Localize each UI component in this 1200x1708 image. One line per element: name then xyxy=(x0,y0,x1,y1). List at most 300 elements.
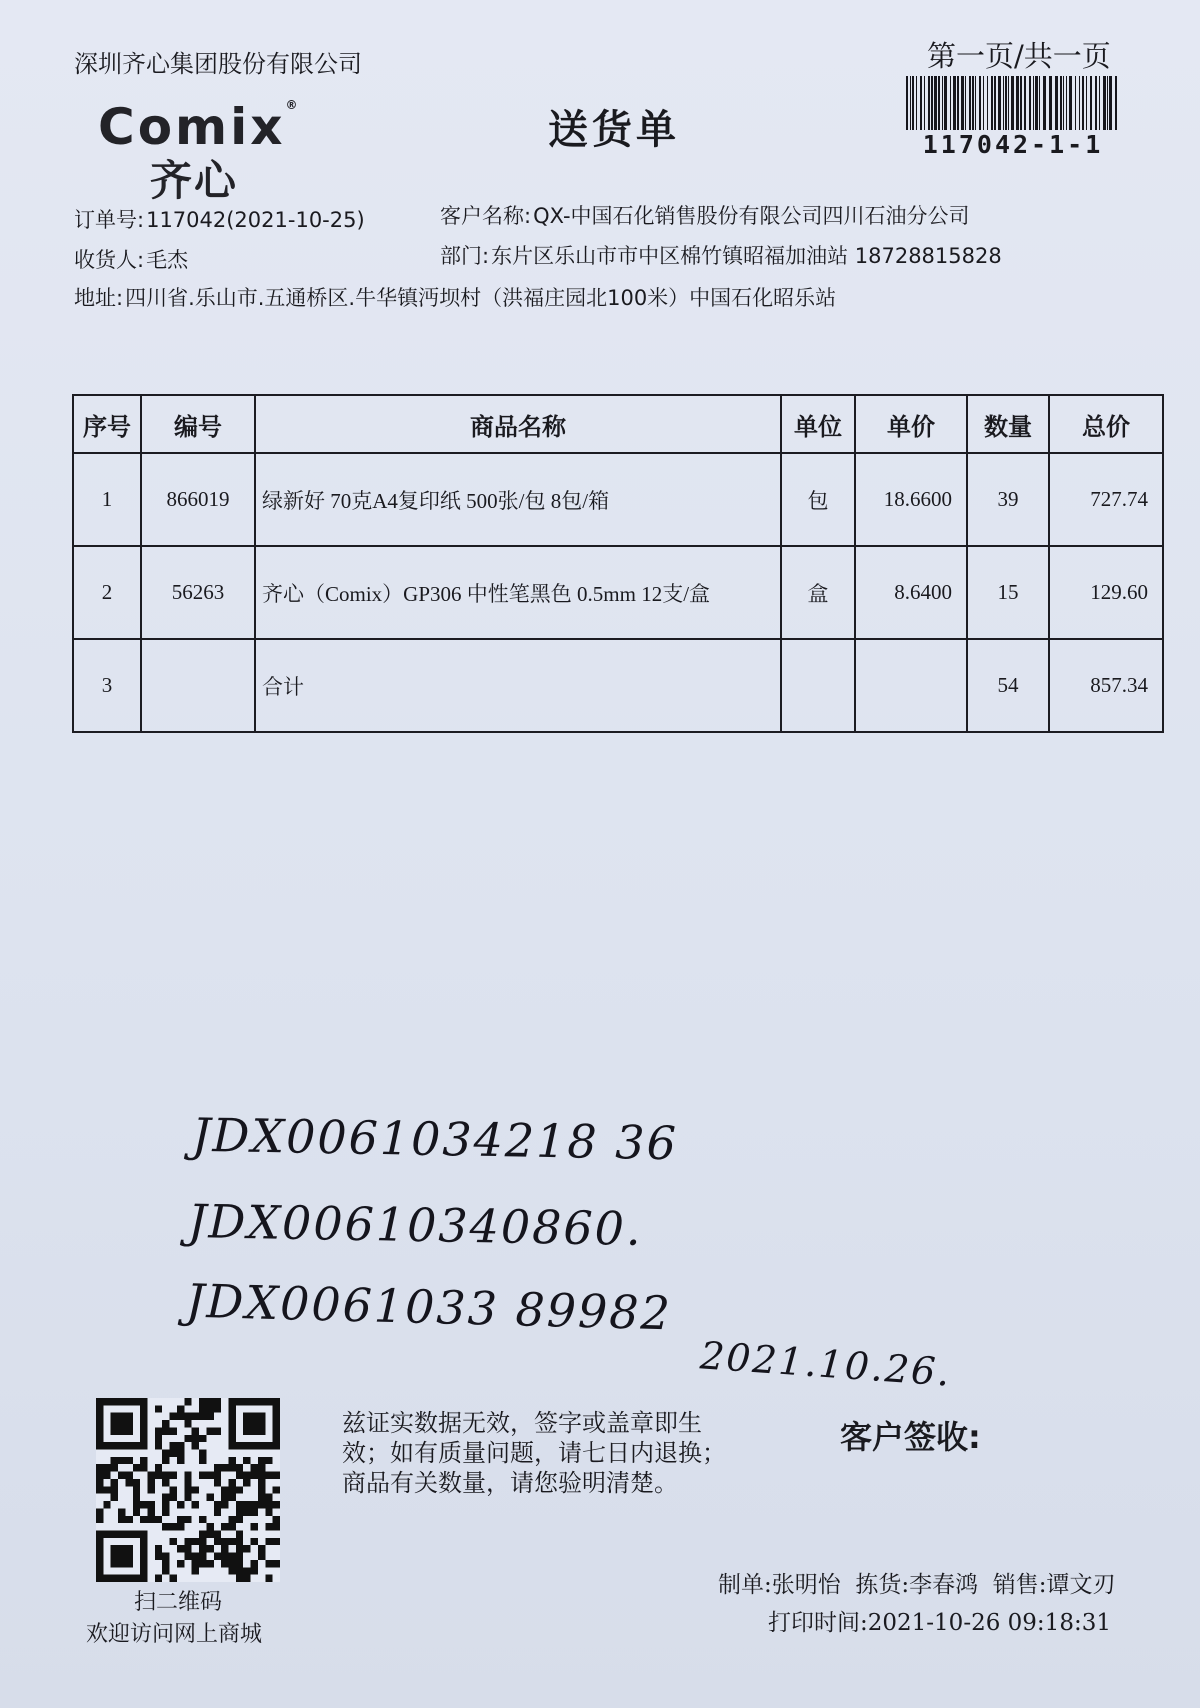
qr-module xyxy=(140,1457,147,1464)
barcode-bar xyxy=(1095,76,1097,130)
qr-module xyxy=(148,1516,155,1523)
cell-unit xyxy=(781,639,855,732)
table-row-total xyxy=(73,639,1163,732)
qr-module xyxy=(265,1575,272,1582)
qr-module xyxy=(206,1427,213,1434)
receiver-label: 收货人: xyxy=(74,248,145,272)
cell-unit: 盒 xyxy=(781,546,855,639)
document-title: 送货单 xyxy=(548,106,680,153)
qr-module xyxy=(221,1545,228,1552)
qr-module xyxy=(199,1560,206,1567)
qr-module xyxy=(273,1538,280,1545)
qr-module xyxy=(184,1479,191,1486)
barcode-bar xyxy=(1005,76,1007,130)
qr-module xyxy=(199,1545,206,1552)
qr-module xyxy=(125,1472,132,1479)
qr-module xyxy=(236,1530,243,1537)
qr-module xyxy=(206,1545,213,1552)
address-label: 地址: xyxy=(74,286,124,310)
barcode-bar xyxy=(950,76,951,130)
order-number xyxy=(74,204,365,234)
qr-module xyxy=(184,1545,191,1552)
qr-module xyxy=(148,1508,155,1515)
qr-caption-scan: 扫二维码 xyxy=(134,1590,223,1615)
qr-module xyxy=(251,1501,258,1508)
barcode-bar xyxy=(1099,76,1100,130)
qr-module xyxy=(265,1560,272,1567)
qr-module xyxy=(118,1508,125,1515)
qr-module xyxy=(221,1486,228,1493)
barcode-bar xyxy=(1086,76,1087,130)
barcode-bar xyxy=(1033,76,1034,130)
barcode-bar xyxy=(1003,76,1004,130)
barcode-bar xyxy=(1011,76,1014,130)
cell-qty: 15 xyxy=(967,546,1049,639)
logo-text-en: Comix xyxy=(98,98,286,156)
cell-no: 2 xyxy=(73,546,141,639)
barcode-bar xyxy=(965,76,966,130)
column-header-no: 序号 xyxy=(73,395,141,453)
customer-name-label: 客户名称: xyxy=(440,204,532,228)
qr-module xyxy=(96,1472,103,1479)
qr-module xyxy=(221,1464,228,1471)
receiver-value: 毛杰 xyxy=(146,248,189,272)
qr-module xyxy=(214,1464,221,1471)
customer-name xyxy=(440,200,970,230)
barcode-bar xyxy=(1079,76,1080,130)
column-header-price: 单价 xyxy=(855,395,967,453)
cell-code xyxy=(141,639,255,732)
barcode-bar xyxy=(920,76,922,130)
qr-module xyxy=(96,1508,103,1515)
qr-module xyxy=(184,1553,191,1560)
page-indicator: 第一页/共一页 xyxy=(927,39,1111,73)
qr-module xyxy=(228,1479,235,1486)
cell-qty: 39 xyxy=(967,453,1049,546)
qr-module xyxy=(273,1523,280,1530)
qr-module xyxy=(177,1560,184,1567)
qr-module xyxy=(199,1435,206,1442)
qr-module xyxy=(221,1560,228,1567)
qr-module xyxy=(111,1413,133,1435)
qr-module xyxy=(155,1427,162,1434)
qr-module xyxy=(236,1560,243,1567)
barcode-bar xyxy=(942,76,943,130)
qr-module xyxy=(258,1494,265,1501)
logo-text-cn: 齐心 xyxy=(150,156,239,205)
qr-module xyxy=(96,1516,103,1523)
qr-module xyxy=(228,1486,235,1493)
qr-module xyxy=(221,1501,228,1508)
barcode-bar xyxy=(991,76,993,130)
qr-module xyxy=(206,1530,213,1537)
items-table xyxy=(72,394,1164,733)
qr-module xyxy=(243,1479,250,1486)
qr-module xyxy=(148,1479,155,1486)
qr-module xyxy=(236,1567,243,1574)
barcode-bar xyxy=(972,76,974,130)
qr-module xyxy=(214,1538,221,1545)
qr-module xyxy=(133,1501,140,1508)
qr-module xyxy=(170,1494,177,1501)
qr-module xyxy=(228,1538,235,1545)
qr-module xyxy=(192,1486,199,1493)
qr-module xyxy=(214,1405,221,1412)
footer-picker: 拣货:李春鸿 xyxy=(855,1572,979,1598)
cell-qty: 54 xyxy=(967,639,1049,732)
barcode-bar xyxy=(975,76,976,130)
handwritten-tracking-2: JDX00610340860. xyxy=(187,1194,644,1256)
qr-module xyxy=(243,1575,250,1582)
qr-module xyxy=(243,1508,250,1515)
qr-module xyxy=(199,1516,206,1523)
qr-module xyxy=(155,1575,162,1582)
qr-module xyxy=(148,1501,155,1508)
qr-caption-visit: 欢迎访问网上商城 xyxy=(86,1622,263,1647)
handwritten-tracking-1: JDX0061034218 36 xyxy=(191,1107,679,1171)
qr-module xyxy=(236,1516,243,1523)
qr-module xyxy=(236,1553,243,1560)
customer-name-value: QX-中国石化销售股份有限公司四川石油分公司 xyxy=(533,204,970,228)
qr-module xyxy=(184,1494,191,1501)
barcode-bar xyxy=(1069,76,1072,130)
qr-module xyxy=(228,1560,235,1567)
qr-module xyxy=(103,1464,110,1471)
qr-module xyxy=(192,1413,199,1420)
qr-module xyxy=(125,1457,132,1464)
qr-module xyxy=(177,1405,184,1412)
barcode-bar xyxy=(957,76,959,130)
cell-unit: 包 xyxy=(781,453,855,546)
qr-module xyxy=(236,1508,243,1515)
qr-module xyxy=(265,1457,272,1464)
qr-module xyxy=(162,1523,169,1530)
qr-module xyxy=(273,1486,280,1493)
barcode-bar xyxy=(924,76,925,130)
qr-module xyxy=(243,1457,250,1464)
qr-module xyxy=(162,1420,169,1427)
qr-module xyxy=(258,1501,265,1508)
qr-module xyxy=(243,1413,265,1435)
qr-module xyxy=(103,1472,110,1479)
qr-module xyxy=(177,1516,184,1523)
qr-module xyxy=(133,1494,140,1501)
barcode-bar xyxy=(906,76,908,130)
qr-module xyxy=(273,1472,280,1479)
cell-total: 857.34 xyxy=(1049,639,1163,732)
qr-module xyxy=(206,1523,213,1530)
barcode-bar xyxy=(1039,76,1040,130)
qr-module xyxy=(206,1405,213,1412)
qr-module xyxy=(162,1479,169,1486)
qr-module xyxy=(177,1523,184,1530)
qr-module xyxy=(184,1472,191,1479)
qr-module xyxy=(258,1553,265,1560)
barcode-bar xyxy=(1075,76,1076,130)
barcode-number: 117042-1-1 xyxy=(922,130,1104,159)
qr-module xyxy=(228,1494,235,1501)
barcode-bar xyxy=(1008,76,1009,130)
qr-module xyxy=(140,1464,147,1471)
qr-module xyxy=(177,1457,184,1464)
qr-module xyxy=(243,1545,250,1552)
qr-module xyxy=(228,1553,235,1560)
column-header-code: 编号 xyxy=(141,395,255,453)
footer-sales: 销售:谭文刃 xyxy=(992,1572,1116,1598)
qr-module xyxy=(243,1472,250,1479)
qr-module xyxy=(206,1494,213,1501)
qr-module xyxy=(96,1464,103,1471)
qr-module xyxy=(258,1457,265,1464)
qr-module xyxy=(170,1442,177,1449)
barcode-bar xyxy=(969,76,971,130)
barcode-bar xyxy=(998,76,1001,130)
barcode-bar xyxy=(1035,76,1038,130)
cell-price: 18.6600 xyxy=(855,453,967,546)
qr-module xyxy=(199,1450,206,1457)
qr-module xyxy=(192,1553,199,1560)
qr-module xyxy=(265,1523,272,1530)
column-header-qty: 数量 xyxy=(967,395,1049,453)
qr-module xyxy=(111,1479,118,1486)
qr-module xyxy=(251,1464,258,1471)
barcode-bar xyxy=(1082,76,1084,130)
barcode-bar xyxy=(1103,76,1106,130)
qr-module xyxy=(162,1472,169,1479)
column-header-total: 总价 xyxy=(1049,395,1163,453)
barcode-bar xyxy=(983,76,984,130)
barcode-bar xyxy=(987,76,988,130)
qr-module xyxy=(170,1450,177,1457)
barcode-bar xyxy=(1107,76,1108,130)
address-value: 四川省.乐山市.五通桥区.牛华镇沔坝村（洪福庄园北100米）中国石化昭乐站 xyxy=(125,286,837,310)
qr-module xyxy=(206,1472,213,1479)
department-label: 部门: xyxy=(440,244,490,268)
qr-module xyxy=(221,1523,228,1530)
qr-module xyxy=(251,1523,258,1530)
qr-module xyxy=(236,1545,243,1552)
barcode-bar xyxy=(938,76,940,130)
cell-name: 齐心（Comix）GP306 中性笔黑色 0.5mm 12支/盒 xyxy=(255,546,781,639)
barcode-bar xyxy=(1090,76,1092,130)
qr-module xyxy=(140,1516,147,1523)
order-number-value: 117042(2021-10-25) xyxy=(146,208,365,232)
qr-module xyxy=(265,1501,272,1508)
qr-module xyxy=(184,1516,191,1523)
barcode-bar xyxy=(1055,76,1058,130)
qr-module xyxy=(214,1427,221,1434)
barcode-bar xyxy=(1066,76,1067,130)
qr-module xyxy=(251,1508,258,1515)
qr-module xyxy=(199,1457,206,1464)
qr-module xyxy=(236,1538,243,1545)
qr-module xyxy=(258,1545,265,1552)
notice-text: 兹证实数据无效，签字或盖章即生效；如有质量问题，请七日内退换；商品有关数量，请您验明清楚。 xyxy=(342,1409,726,1497)
qr-module xyxy=(199,1472,206,1479)
column-header-name: 商品名称 xyxy=(255,395,781,453)
qr-module xyxy=(206,1560,213,1567)
barcode-bar xyxy=(1109,76,1112,130)
qr-module xyxy=(214,1553,221,1560)
qr-module xyxy=(170,1472,177,1479)
qr-module xyxy=(228,1457,235,1464)
barcode-bar xyxy=(931,76,933,130)
qr-module xyxy=(103,1486,110,1493)
barcode-bar xyxy=(979,76,981,130)
qr-module xyxy=(258,1479,265,1486)
company-name: 深圳齐心集团股份有限公司 xyxy=(74,50,362,78)
barcode-bar xyxy=(994,76,996,130)
qr-module xyxy=(155,1405,162,1412)
table-header-row xyxy=(73,395,1163,453)
qr-module xyxy=(111,1486,118,1493)
qr-module xyxy=(162,1457,169,1464)
qr-module xyxy=(177,1442,184,1449)
qr-module xyxy=(236,1472,243,1479)
barcode-bar xyxy=(961,76,964,130)
qr-module xyxy=(133,1479,140,1486)
footer-staff xyxy=(718,1566,1116,1599)
qr-module xyxy=(192,1435,199,1442)
qr-module xyxy=(273,1560,280,1567)
qr-module xyxy=(228,1464,235,1471)
department xyxy=(440,240,1002,270)
qr-module xyxy=(221,1538,228,1545)
qr-module xyxy=(162,1501,169,1508)
qr-module xyxy=(251,1560,258,1567)
barcode-bar xyxy=(1115,76,1117,130)
qr-module xyxy=(206,1398,213,1405)
qr-module xyxy=(177,1545,184,1552)
qr-module xyxy=(228,1516,235,1523)
barcode-bar xyxy=(916,76,917,130)
cell-price: 8.6400 xyxy=(855,546,967,639)
qr-module xyxy=(111,1494,118,1501)
table-row xyxy=(73,546,1163,639)
qr-module xyxy=(155,1435,162,1442)
qr-module xyxy=(192,1501,199,1508)
qr-module xyxy=(265,1494,272,1501)
barcode-bar xyxy=(1016,76,1019,130)
qr-module xyxy=(155,1553,162,1560)
handwritten-date: 2021.10.26. xyxy=(698,1333,953,1395)
qr-module xyxy=(236,1575,243,1582)
qr-module xyxy=(148,1472,155,1479)
qr-module xyxy=(162,1553,169,1560)
qr-module xyxy=(184,1538,191,1545)
qr-module xyxy=(236,1464,243,1471)
qr-module xyxy=(199,1538,206,1545)
address xyxy=(74,282,836,312)
cell-no: 1 xyxy=(73,453,141,546)
barcode-bar xyxy=(928,76,930,130)
qr-module xyxy=(118,1516,125,1523)
qr-module xyxy=(265,1508,272,1515)
qr-module xyxy=(273,1516,280,1523)
barcode-image xyxy=(906,76,1120,130)
qr-module xyxy=(243,1567,250,1574)
barcode-bar xyxy=(944,76,947,130)
footer-print-time: 打印时间:2021-10-26 09:18:31 xyxy=(768,1610,1111,1636)
qr-module xyxy=(177,1501,184,1508)
qr-module xyxy=(214,1530,221,1537)
barcode-bar xyxy=(1029,76,1031,130)
qr-module xyxy=(162,1560,169,1567)
qr-module xyxy=(206,1413,213,1420)
qr-module xyxy=(96,1479,103,1486)
qr-module xyxy=(133,1508,140,1515)
qr-module xyxy=(228,1523,235,1530)
qr-module xyxy=(273,1501,280,1508)
barcode-bar xyxy=(1020,76,1022,130)
qr-module xyxy=(184,1398,191,1405)
qr-module xyxy=(170,1538,177,1545)
qr-module xyxy=(118,1457,125,1464)
qr-module xyxy=(111,1464,118,1471)
barcode-bar xyxy=(1060,76,1062,130)
qr-module xyxy=(125,1516,132,1523)
qr-module xyxy=(192,1567,199,1574)
qr-module xyxy=(199,1413,206,1420)
qr-module xyxy=(258,1464,265,1471)
column-header-unit: 单位 xyxy=(781,395,855,453)
qr-module xyxy=(133,1464,140,1471)
qr-module xyxy=(199,1398,206,1405)
qr-module xyxy=(199,1553,206,1560)
barcode-bar xyxy=(1043,76,1046,130)
qr-module xyxy=(170,1427,177,1434)
qr-module xyxy=(96,1486,103,1493)
qr-module xyxy=(236,1486,243,1493)
cell-code: 56263 xyxy=(141,546,255,639)
barcode-bar xyxy=(953,76,956,130)
qr-module xyxy=(111,1457,118,1464)
qr-module xyxy=(162,1567,169,1574)
qr-module xyxy=(251,1538,258,1545)
qr-module xyxy=(214,1479,221,1486)
qr-module xyxy=(192,1560,199,1567)
barcode-bar xyxy=(912,76,914,130)
qr-module xyxy=(228,1567,235,1574)
qr-module xyxy=(214,1508,221,1515)
qr-module xyxy=(199,1530,206,1537)
customer-sign-label: 客户签收: xyxy=(840,1418,981,1456)
qr-module xyxy=(140,1501,147,1508)
table-row xyxy=(73,453,1163,546)
qr-module xyxy=(103,1501,110,1508)
qr-module xyxy=(184,1486,191,1493)
qr-module xyxy=(265,1538,272,1545)
barcode-bar xyxy=(1049,76,1052,130)
qr-module xyxy=(251,1567,258,1574)
cell-name: 绿新好 70克A4复印纸 500张/包 8包/箱 xyxy=(255,453,781,546)
qr-module xyxy=(155,1464,162,1471)
cell-no: 3 xyxy=(73,639,141,732)
order-number-label: 订单号: xyxy=(74,208,145,232)
qr-module xyxy=(192,1427,199,1434)
qr-module xyxy=(170,1523,177,1530)
qr-module xyxy=(214,1472,221,1479)
qr-module xyxy=(155,1472,162,1479)
qr-module xyxy=(170,1486,177,1493)
qr-module xyxy=(184,1435,191,1442)
qr-module xyxy=(214,1501,221,1508)
qr-module xyxy=(170,1413,177,1420)
qr-module xyxy=(221,1494,228,1501)
qr-module xyxy=(162,1450,169,1457)
qr-code-image xyxy=(96,1398,280,1582)
qr-module xyxy=(258,1472,265,1479)
